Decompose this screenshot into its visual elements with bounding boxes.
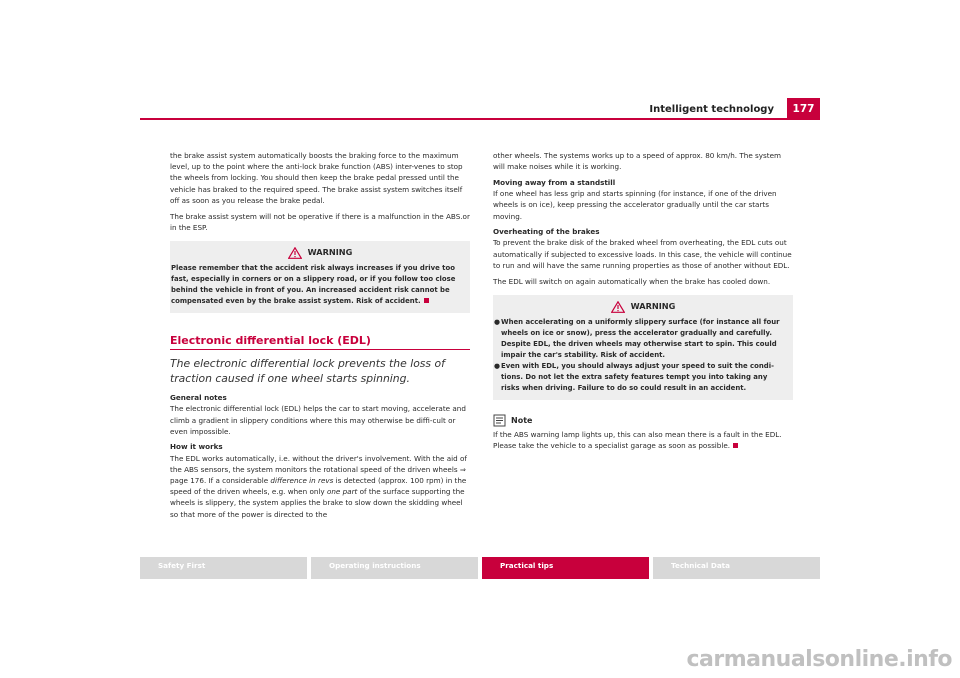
header-rule: [140, 118, 820, 120]
warning-header: [170, 247, 470, 259]
note-header: [493, 414, 793, 427]
footer-tabs: [140, 557, 820, 579]
paragraph: The EDL will switch on again automatically when the brake has cooled down.: [493, 276, 771, 286]
right-column: [493, 150, 793, 456]
warning-box: [493, 295, 793, 400]
warning-triangle-icon: [288, 247, 302, 259]
warning-bullet: [494, 317, 787, 361]
text-run: of the surface supporting the wheels is slippery, the system applies the brake to slow down the skidding wheel so that more of the power is directed to the: [170, 487, 465, 519]
warning-body: [493, 317, 793, 394]
section-intro: The electronic differential lock prevents the loss of traction caused if one wheel starts spinning.: [170, 357, 445, 386]
end-square-icon: [733, 443, 738, 448]
paragraph: The brake assist system will not be operative if there is a malfunction in the ABS.or in the ESP.: [170, 211, 470, 232]
paragraph: If one wheel has less grip and starts spinning (for instance, if one of the driven wheels is on ice), keep pressing the accelerator gradually until the car starts moving.: [493, 189, 777, 221]
paragraph: The electronic differential lock (EDL) helps the car to start moving, accelerate and climb a gradient in slippery conditions where this may otherwise be diffi-cult or even impossible.: [170, 404, 466, 436]
subheading-how-it-works: How it works: [170, 442, 223, 452]
end-square-icon: [424, 298, 429, 303]
tab-safety-first[interactable]: Safety First: [140, 557, 307, 579]
note-text: If the ABS warning lamp lights up, this can also mean there is a fault in the EDL. Please take the vehicle to a specialist garage as soon as possible.: [493, 429, 782, 450]
note-icon: [493, 414, 506, 427]
bullet-text: When accelerating on a uniformly slippery surface (for instance all four wheels on ice or snow), press the accelerator gradually and carefully. Despite EDL, the driven wheels may otherwise start to spin. This could impair the car's stability. Risk of accident.: [501, 317, 780, 359]
warning-header: [493, 301, 793, 313]
tab-technical-data[interactable]: Technical Data: [653, 557, 820, 579]
bullet-text: Even with EDL, you should always adjust your speed to suit the condi-tions. Do not let the extra safety features tempt you into taking any risks when driving. Failure to do so could result in an accident.: [501, 361, 774, 392]
paragraph: the brake assist system automatically boosts the braking force to the maximum level, up to the point where the anti-lock brake function (ABS) inter-venes to stop the wheels from locking. You should then keep the brake pedal pressed until the vehicle has braked to the required speed. The brake assist system switches itself off as soon as you release the brake pedal.: [170, 151, 463, 205]
paragraph: To prevent the brake disk of the braked wheel from overheating, the EDL cuts out automatically if subjected to excessive loads. In this case, the vehicle will continue to run and will have the same running properties as those of another without EDL.: [493, 238, 792, 270]
warning-box: [170, 241, 470, 313]
subheading-moving-away: Moving away from a standstill: [493, 177, 616, 187]
warning-triangle-icon: [611, 301, 625, 313]
warning-bullet: [494, 361, 787, 394]
emphasis: difference in revs: [270, 476, 334, 486]
section-title: Electronic differential lock (EDL): [170, 335, 470, 350]
warning-body: [170, 263, 470, 307]
emphasis: one part: [326, 487, 358, 497]
text-run: is detected (approx. 100 rpm) in the speed of the driven wheels, e.g. when only: [170, 476, 467, 497]
note-title: Note: [511, 415, 533, 425]
chapter-title: Intelligent technology: [649, 104, 774, 115]
tab-operating-instructions[interactable]: Operating instructions: [311, 557, 478, 579]
warning-title: WARNING: [307, 247, 353, 258]
bullet-dot: ●: [494, 317, 501, 326]
paragraph-how-it-works: [170, 453, 470, 520]
tab-practical-tips[interactable]: Practical tips: [482, 557, 649, 579]
bullet-dot: ●: [494, 361, 501, 370]
left-column: [170, 150, 470, 524]
subheading-general-notes: General notes: [170, 393, 227, 403]
warning-text: Please remember that the accident risk always increases if you drive too fast, especially in corners or on a slippery road, or if you follow too close behind the vehicle in front of you. An increased accident risk cannot be compensated even by the brake assist system. Risk of accident.: [171, 263, 456, 305]
subheading-overheating: Overheating of the brakes: [493, 227, 600, 237]
page-number: 177: [787, 98, 820, 119]
warning-title: WARNING: [630, 301, 676, 312]
text-run: The EDL works automatically, i.e. without the driver's involvement. With the aid of the ABS sensors, the system monitors the rotational speed of the driven wheels ⇒ page 176. If a considerable: [170, 453, 467, 486]
paragraph: other wheels. The systems works up to a speed of approx. 80 km/h. The system will make noises while it is working.: [493, 151, 782, 172]
watermark: carmanualsonline.info: [686, 647, 952, 672]
